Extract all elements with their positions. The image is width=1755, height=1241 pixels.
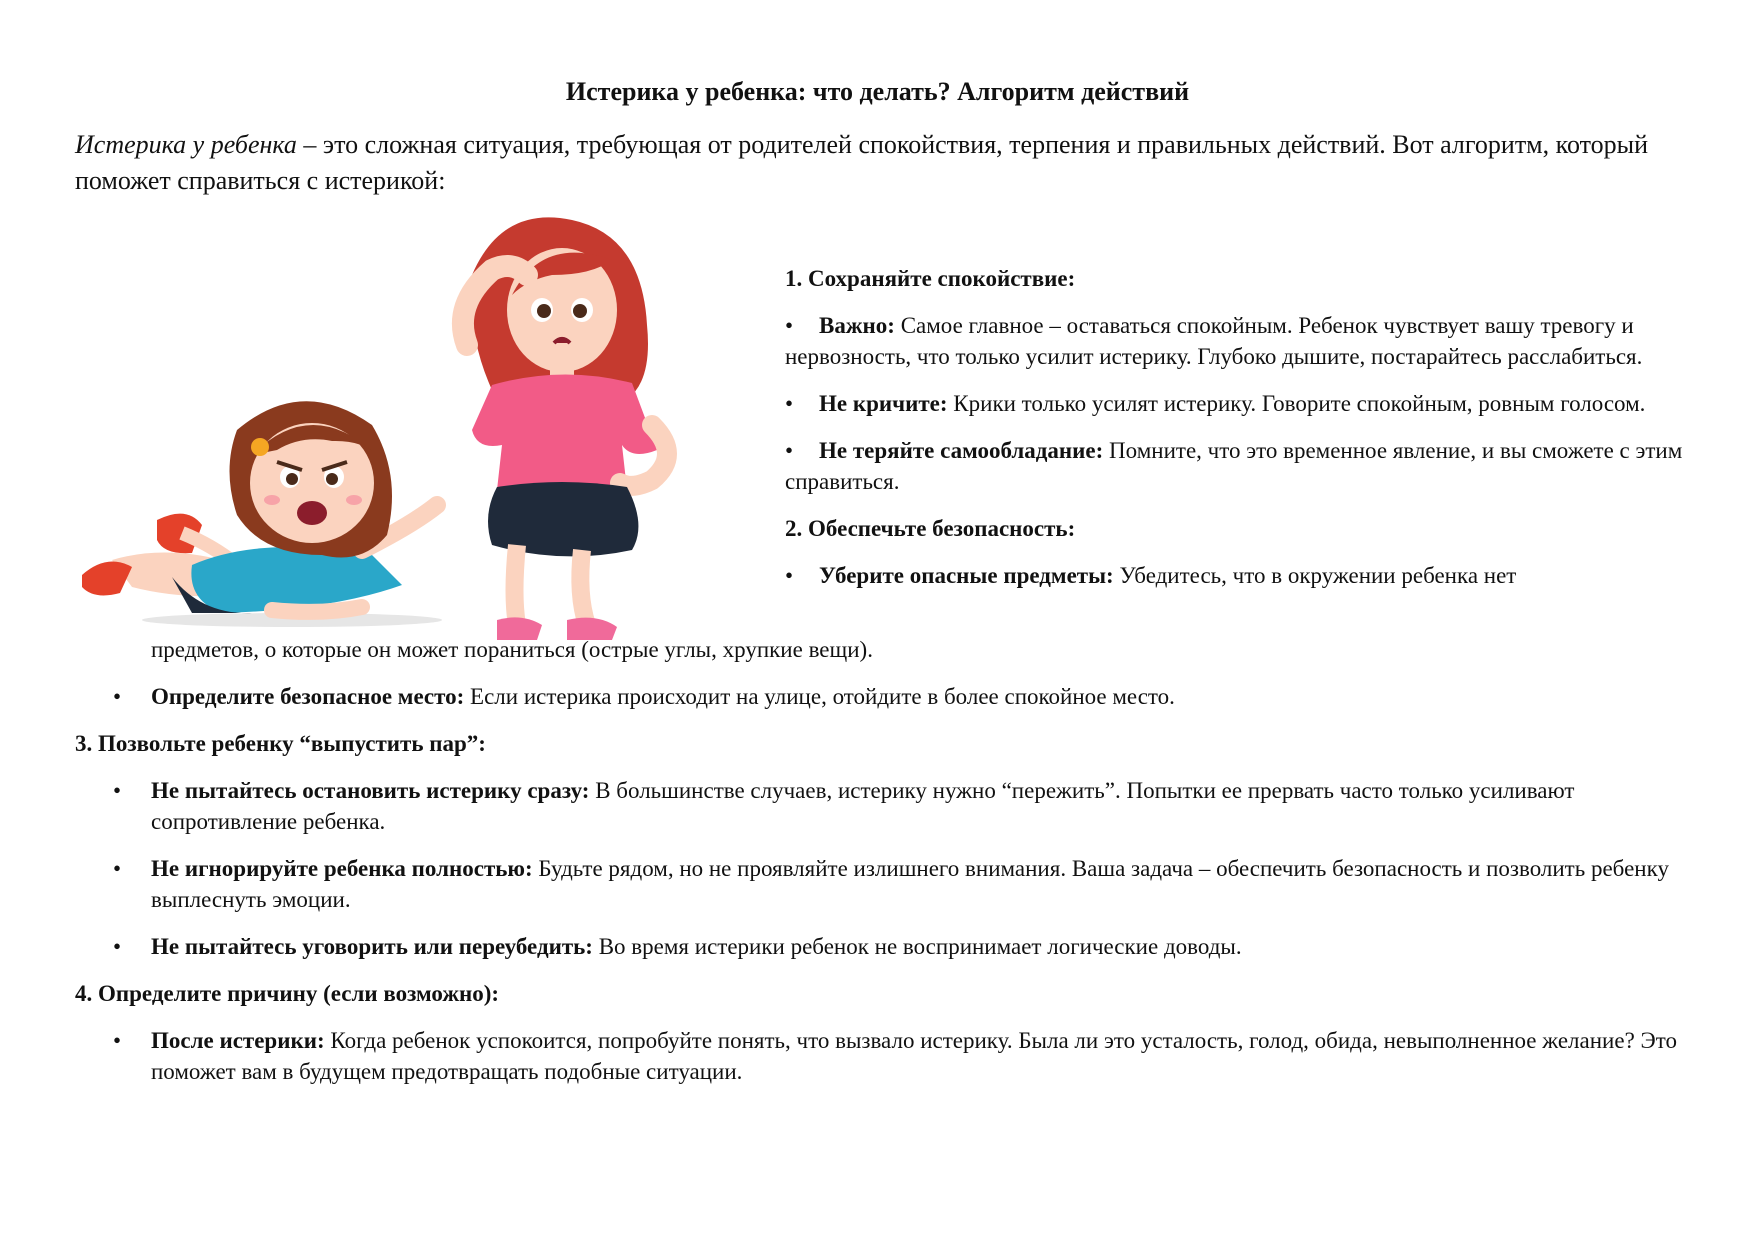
tantrum-illustration xyxy=(72,215,762,647)
bullet-continuation: предметов, о которые он может пораниться (острые углы, хрупкие вещи). xyxy=(151,637,873,662)
section-heading-1: 1. Сохраняйте спокойствие: xyxy=(785,266,1076,291)
intro-paragraph xyxy=(75,127,1685,199)
bullet-icon: • xyxy=(785,438,794,463)
bullet-icon: • xyxy=(113,684,122,709)
section-3-list xyxy=(75,775,1695,962)
document-title: Истерика у ребенка: что делать? Алгоритм действий xyxy=(565,77,1190,106)
bullet-icon: • xyxy=(113,856,122,881)
stressed-mother-icon xyxy=(463,217,667,640)
bullet-item: • Не игнорируйте ребенка полностью: Будьте рядом, но не проявляйте излишнего внимания. Ваша задача – обеспечить безопасность и позволить ребенку выплеснуть эмоции. xyxy=(75,853,1695,915)
bullet-icon: • xyxy=(785,391,794,416)
crying-child-icon xyxy=(82,401,442,627)
bullet-item: • Не теряйте самообладание: Помните, что это временное явление, и вы сможете с этим справиться. xyxy=(785,435,1690,497)
bullet-icon: • xyxy=(785,563,794,588)
lower-content xyxy=(75,634,1695,1087)
bullet-icon: • xyxy=(785,313,794,338)
bullet-item: • После истерики: Когда ребенок успокоится, попробуйте понять, что вызвало истерику. Была ли это усталость, голод, обида, невыполненное желание? Это поможет вам в будущем предотвращать подобные ситуации. xyxy=(75,1025,1695,1087)
section-2-list xyxy=(75,681,1695,712)
bullet-item: • Не кричите: Крики только усилят истерику. Говорите спокойным, ровным голосом. xyxy=(785,388,1690,419)
section-heading-4: 4. Определите причину (если возможно): xyxy=(75,981,500,1006)
intro-italic: Истерика у ребенка xyxy=(75,130,297,159)
section-4-list xyxy=(75,1025,1695,1087)
bullet-item: • Не пытайтесь уговорить или переубедить: Во время истерики ребенок не воспринимает логические доводы. xyxy=(75,931,1695,962)
bullet-icon: • xyxy=(113,934,122,959)
bullet-item: • Уберите опасные предметы: Убедитесь, что в окружении ребенка нет xyxy=(785,560,1690,591)
section-heading-2: 2. Обеспечьте безопасность: xyxy=(785,516,1076,541)
bullet-item: • Важно: Самое главное – оставаться спокойным. Ребенок чувствует вашу тревогу и нервозность, что только усилит истерику. Глубоко дышите, постарайтесь расслабиться. xyxy=(785,310,1690,372)
section-heading-3: 3. Позвольте ребенку “выпустить пар”: xyxy=(75,731,486,756)
bullet-item: • Не пытайтесь остановить истерику сразу: В большинстве случаев, истерику нужно “пережить”. Попытки ее прервать часто только усиливают сопротивление ребенка. xyxy=(75,775,1695,837)
bullet-item: • Определите безопасное место: Если истерика происходит на улице, отойдите в более спокойное место. xyxy=(75,681,1695,712)
bullet-icon: • xyxy=(113,1028,122,1053)
intro-text: – это сложная ситуация, требующая от родителей спокойствия, терпения и правильных действий. Вот алгоритм, который поможет справиться с истерикой: xyxy=(75,130,1649,195)
section-1-and-2-column xyxy=(785,263,1690,591)
bullet-icon: • xyxy=(113,778,122,803)
